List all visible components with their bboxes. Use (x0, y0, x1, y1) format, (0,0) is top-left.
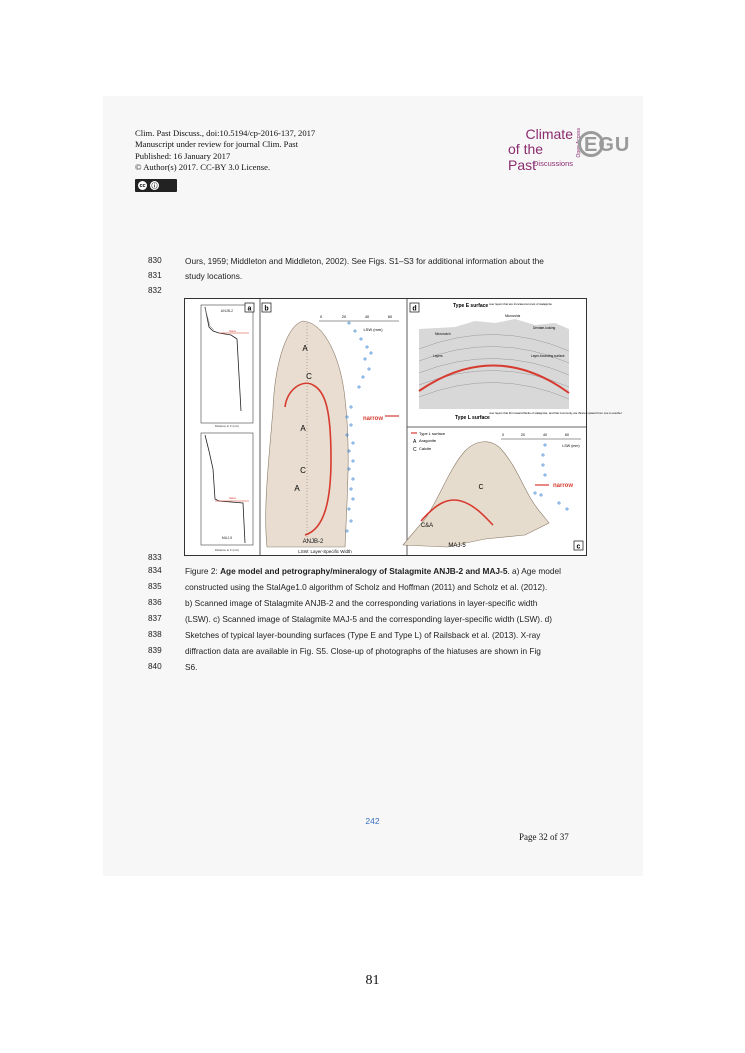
cc-icon: cc (139, 182, 146, 189)
mineral-label: A (294, 484, 300, 493)
body-text-line: study locations. (185, 271, 243, 281)
caption-text: . a) Age model (507, 566, 561, 576)
typeE-title: Type E surface (453, 303, 489, 309)
d-label: Micronotch (435, 332, 451, 336)
journal-logo (508, 126, 643, 172)
caption-line (185, 566, 561, 576)
line-number: 830 (148, 256, 162, 265)
mineral-label-c: C&A (420, 523, 434, 529)
line-number: 831 (148, 271, 162, 280)
tick-label: 20 (341, 315, 347, 319)
by-icon: ⓘ (150, 181, 159, 190)
line-number: 840 (148, 662, 162, 671)
lsw-markers-b (345, 321, 373, 533)
caption-line: b) Scanned image of Stalagmite ANJB-2 and the corresponding variations in layer-specific width (185, 598, 538, 608)
panel-a-xlabel-top: Distance to X (mm) (215, 424, 239, 428)
logo-line3: Discussions (532, 159, 573, 168)
mineral-label: C (306, 372, 312, 381)
mineral-label: A (300, 424, 306, 433)
d-label: Layer-bounding surface (531, 354, 565, 358)
page-of-label: Page 32 of 37 (519, 832, 569, 842)
lsw-footer: LSW: Layer-Specific Width (298, 549, 352, 554)
sample-label-maj: MAJ-5 (448, 543, 466, 549)
panel-b (262, 303, 399, 554)
lsw-axis-title: LSW (mm) (363, 327, 383, 332)
page-number: 81 (365, 973, 380, 988)
line-number: 835 (148, 582, 162, 591)
legend-key: A (413, 439, 417, 445)
typeL-title: Type L surface (455, 415, 490, 421)
panel-a-title-bottom: MAJ-5 (221, 536, 233, 540)
tick-label: 60 (565, 433, 569, 437)
line-number: 838 (148, 630, 162, 639)
panel-a-title-top: ANJB-2 (220, 309, 234, 313)
narrow-label-c: narrow (553, 483, 574, 489)
d-label: Layers (433, 354, 443, 358)
header-line: © Author(s) 2017. CC-BY 3.0 License. (135, 161, 271, 172)
line-number: 839 (148, 646, 162, 655)
caption-line: diffraction data are available in Fig. S5. Close-up of photographs of the hiatuses are shown in Fig (185, 646, 541, 656)
line-number: 837 (148, 614, 162, 623)
mineral-label-c: C (478, 484, 484, 491)
tick-label: 40 (543, 433, 547, 437)
line-number: 833 (148, 553, 162, 562)
panel-label-d: d (412, 305, 417, 313)
legend-item: Type L surface (419, 431, 446, 436)
hiatus-label-top: hiatus (229, 330, 236, 333)
open-access-label: Open Access (576, 128, 582, 158)
line-number: 832 (148, 286, 162, 295)
panel-a-xlabel-bottom: Distance to X (mm) (215, 548, 239, 552)
panel-label-a: a (247, 305, 252, 313)
panel-a (201, 303, 254, 552)
hiatus-label-bottom: hiatus (229, 497, 236, 500)
caption-prefix: Figure 2: (185, 566, 221, 576)
panel-label-c: c (576, 543, 581, 551)
header-line: Published: 16 January 2017 (135, 150, 231, 161)
caption-title: Age model and petrography/mineralogy of Stalagmite ANJB-2 and MAJ-5 (220, 566, 508, 576)
panel-c (403, 431, 583, 551)
logo-line1: Climate (525, 126, 573, 142)
line-number: 836 (148, 598, 162, 607)
caption-line: (LSW). c) Scanned image of Stalagmite MAJ-5 and the corresponding layer-specific width (LSW). d) (185, 614, 553, 624)
narrow-label-b: narrow (363, 416, 384, 422)
line-number: 834 (148, 566, 162, 575)
caption-line: constructed using the StalAge1.0 algorithm of Scholz and Hoffman (2011) and Scholz et al. (2012). (185, 582, 548, 592)
mineral-label: A (302, 344, 308, 353)
typeE-desc: over layers that are truncated at crest of stalagmite (489, 302, 552, 306)
d-label: Microvoids (505, 314, 521, 318)
tick-label: 20 (521, 433, 525, 437)
mineral-label: C (300, 466, 306, 475)
tick-label: 0 (319, 315, 323, 319)
body-text-line: Ours, 1959; Middleton and Middleton, 2002). See Figs. S1–S3 for additional information about the (185, 256, 544, 266)
legend-item: Calcite (419, 446, 432, 451)
egu-logo-text: EGU (584, 134, 631, 156)
journal-header (135, 128, 315, 173)
sample-label-anjb: ANJB-2 (302, 539, 324, 545)
tick-label: 40 (364, 315, 370, 319)
d-label: Dentate-looking (533, 326, 556, 330)
caption-line: Sketches of typical layer-bounding surfaces (Type E and Type L) of Railsback et al. (2013). X-ray (185, 630, 541, 640)
figure-2 (184, 298, 622, 556)
header-line: Clim. Past Discuss., doi:10.5194/cp-2016-137, 2017 (135, 128, 316, 138)
caption-line: S6. (185, 662, 198, 672)
tick-label: 60 (387, 315, 393, 319)
tick-label: 0 (502, 433, 504, 437)
lsw-markers-c (533, 443, 569, 511)
lsw-axis-title-c: LSW (mm) (562, 444, 580, 448)
logo-line2: of the Past (508, 141, 544, 173)
legend-item: Aragonite (419, 438, 437, 443)
panel-label-b: b (264, 305, 269, 313)
legend-key: C (413, 447, 417, 453)
reference-page-number: 242 (365, 816, 380, 826)
typeL-desc: over layers that thin toward flanks of stalagmite, and that commonly are thinner upward from one to another (489, 411, 622, 415)
header-line: Manuscript under review for journal Clim. Past (135, 139, 299, 150)
cc-license-badge (135, 179, 177, 192)
